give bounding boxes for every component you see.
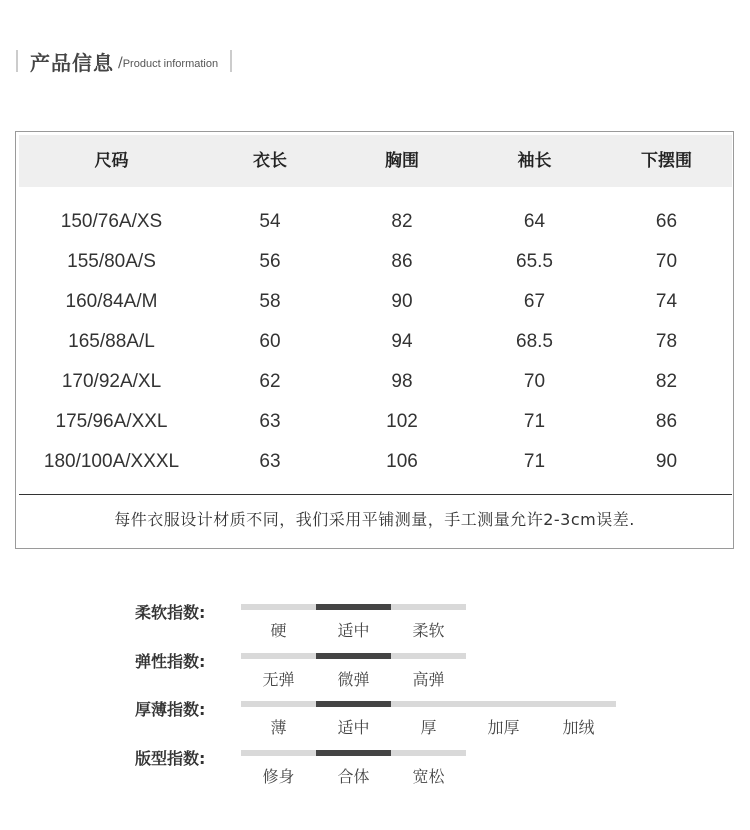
- header-length: 衣长: [253, 151, 287, 171]
- index-option: 无弹: [262, 670, 295, 689]
- index-scale-bar: [241, 701, 616, 707]
- scale-segment-selected: [316, 653, 391, 659]
- length-cell: 60: [259, 331, 281, 352]
- header-sleeve: 袖长: [517, 151, 552, 171]
- sleeve-cell: 67: [523, 291, 546, 312]
- scale-segment: [541, 701, 616, 707]
- index-scale-bar: [241, 604, 466, 610]
- hem-cell: 74: [655, 291, 678, 312]
- hem-cell: 90: [655, 451, 678, 472]
- scale-segment: [391, 604, 466, 610]
- length-cell: 56: [259, 251, 281, 272]
- table-row: [19, 442, 732, 482]
- scale-segment: [391, 701, 466, 707]
- hem-cell: 86: [655, 411, 678, 432]
- table-row: [19, 322, 732, 362]
- index-scale-bar: [241, 653, 466, 659]
- scale-segment: [391, 653, 466, 659]
- length-cell: 58: [259, 291, 281, 312]
- chest-cell: 90: [391, 291, 413, 312]
- index-option: 硬: [270, 621, 287, 640]
- chest-cell: 94: [391, 331, 413, 352]
- index-option: 修身: [262, 767, 295, 786]
- chest-cell: 98: [391, 371, 413, 392]
- section-subtitle: Product information: [122, 58, 219, 70]
- elasticity-index: [0, 649, 750, 689]
- header-size: 尺码: [94, 151, 129, 171]
- index-option: 厚: [420, 718, 437, 737]
- scale-segment: [466, 701, 541, 707]
- title-slash: /: [118, 55, 123, 71]
- scale-segment-selected: [316, 701, 391, 707]
- size-cell: 155/80A/S: [67, 251, 156, 272]
- scale-segment: [241, 750, 316, 756]
- chest-cell: 106: [386, 451, 418, 472]
- scale-segment-selected: [316, 750, 391, 756]
- size-cell: 150/76A/XS: [60, 211, 163, 232]
- sleeve-cell: 64: [523, 211, 546, 232]
- index-label: 版型指数:: [135, 749, 206, 768]
- size-cell: 175/96A/XXL: [55, 411, 168, 432]
- index-option: 加厚: [487, 718, 520, 737]
- size-table: [15, 131, 734, 549]
- table-header-row: [19, 135, 732, 187]
- sleeve-cell: 71: [523, 451, 546, 472]
- table-row: [19, 202, 732, 242]
- index-option: 适中: [337, 718, 370, 737]
- hem-cell: 82: [655, 371, 678, 392]
- fit-index: [0, 746, 750, 786]
- softness-index: [0, 600, 750, 640]
- scale-segment: [241, 604, 316, 610]
- sleeve-cell: 68.5: [516, 331, 553, 352]
- table-bottom-rule: [19, 494, 732, 495]
- sleeve-cell: 65.5: [516, 251, 553, 272]
- index-label: 弹性指数:: [135, 652, 206, 671]
- header-left-divider: [16, 50, 18, 72]
- index-scale-bar: [241, 750, 466, 756]
- index-option: 宽松: [412, 767, 445, 786]
- table-row: [19, 242, 732, 282]
- section-title: 产品信息: [30, 50, 114, 75]
- index-option: 加绒: [562, 718, 595, 737]
- length-cell: 62: [259, 371, 281, 392]
- table-row: [19, 282, 732, 322]
- length-cell: 63: [259, 411, 281, 432]
- length-cell: 63: [259, 451, 281, 472]
- size-cell: 160/84A/M: [65, 291, 158, 312]
- table-body: [19, 202, 732, 482]
- sleeve-cell: 71: [523, 411, 546, 432]
- hem-cell: 70: [655, 251, 678, 272]
- size-cell: 180/100A/XXXL: [43, 451, 180, 472]
- index-options: [241, 764, 466, 787]
- index-option: 适中: [337, 621, 370, 640]
- scale-segment: [391, 750, 466, 756]
- thickness-index: [0, 697, 750, 737]
- chest-cell: 102: [386, 411, 418, 432]
- table-row: [19, 362, 732, 402]
- index-options: [241, 618, 466, 641]
- chest-cell: 86: [391, 251, 413, 272]
- length-cell: 54: [259, 211, 281, 232]
- header-right-divider: [230, 50, 232, 72]
- scale-segment: [241, 653, 316, 659]
- index-option: 薄: [270, 718, 287, 737]
- hem-cell: 66: [655, 211, 678, 232]
- index-label: 厚薄指数:: [135, 700, 206, 719]
- header-chest: 胸围: [385, 151, 419, 171]
- scale-segment-selected: [316, 604, 391, 610]
- section-header: [16, 48, 232, 74]
- index-option: 柔软: [412, 621, 445, 640]
- sleeve-cell: 70: [523, 371, 546, 392]
- index-option: 合体: [337, 767, 370, 786]
- hem-cell: 78: [655, 331, 678, 352]
- index-options: [241, 667, 466, 690]
- scale-segment: [241, 701, 316, 707]
- index-option: 微弹: [337, 670, 370, 689]
- header-hem: 下摆围: [641, 151, 692, 171]
- measurement-note: 每件衣服设计材质不同，我们采用平铺测量，手工测量允许2-3cm误差.: [114, 510, 635, 529]
- chest-cell: 82: [391, 211, 413, 232]
- table-row: [19, 402, 732, 442]
- index-option: 高弹: [412, 670, 445, 689]
- index-label: 柔软指数:: [135, 603, 206, 622]
- size-cell: 170/92A/XL: [61, 371, 162, 392]
- index-options: [241, 715, 616, 738]
- size-cell: 165/88A/L: [68, 331, 155, 352]
